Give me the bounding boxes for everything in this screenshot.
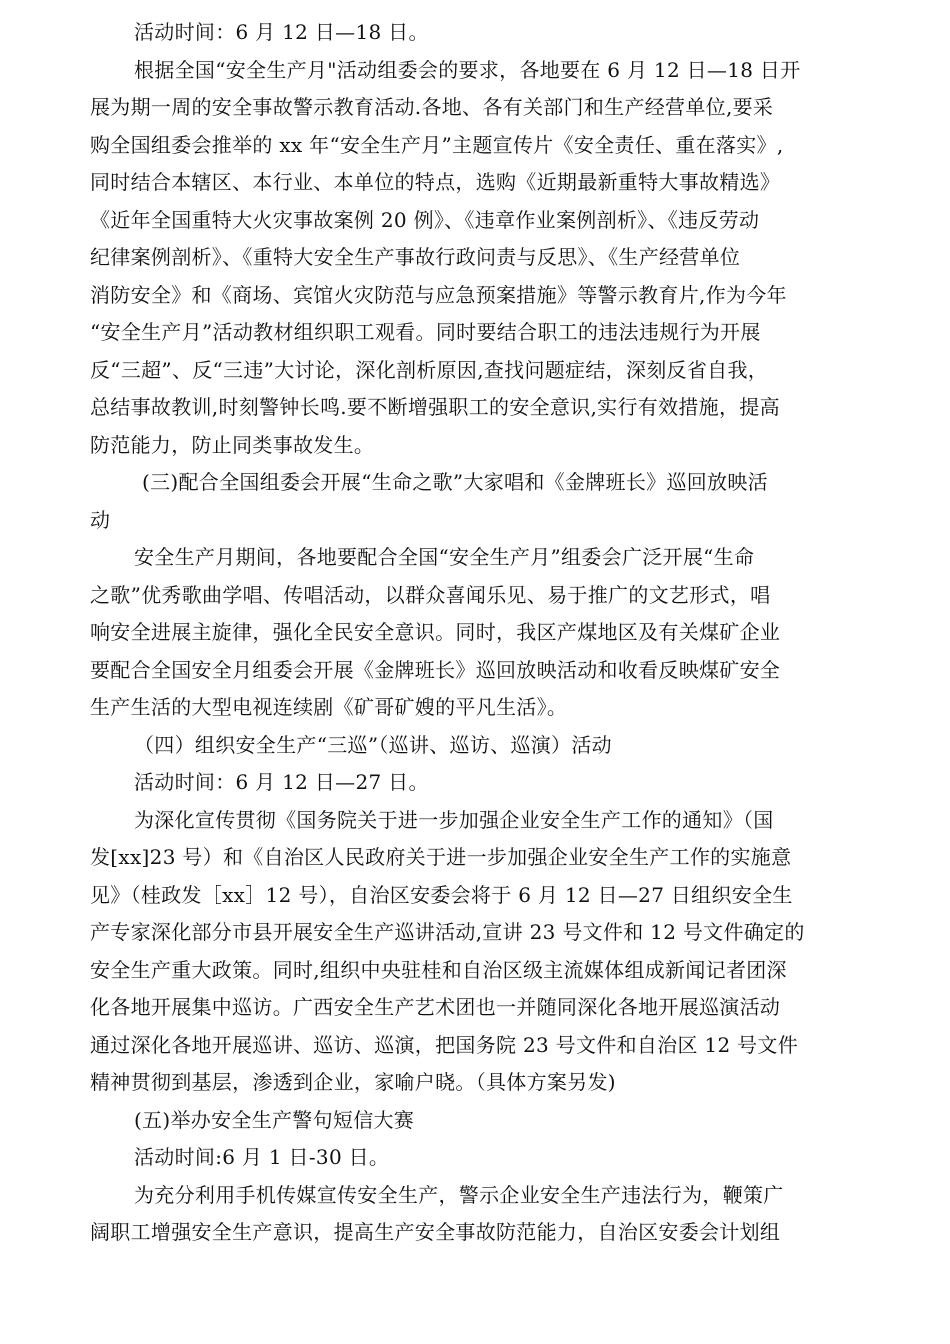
paragraph-time-2 bbox=[90, 764, 870, 802]
text-line: 安全生产月期间，各地要配合全国“安全生产月”组委会广泛开展“生命 bbox=[134, 545, 755, 569]
text-line: 活动时间：6 月 12 日—18 日。 bbox=[134, 20, 429, 44]
text-line: 反“三超”、反“三违”大讨论，深化剖析原因,查找问题症结，深刻反省自我， bbox=[90, 357, 769, 382]
paragraph-heading-3 bbox=[90, 464, 870, 539]
text-line: “安全生产月”活动教材组织职工观看。同时要结合职工的违法违规行为开展 bbox=[90, 320, 761, 344]
text-line: 总结事故教训,时刻警钟长鸣.要不断增强职工的安全意识,实行有效措施，提高 bbox=[90, 395, 780, 419]
text-line: 阔职工增强安全生产意识，提高生产安全事故防范能力，自治区安委会计划组 bbox=[90, 1220, 781, 1244]
text-line: 展为期一周的安全事故警示教育活动.各地、各有关部门和生产经营单位,要采 bbox=[90, 95, 774, 119]
paragraph-time-1 bbox=[90, 14, 870, 52]
text-line: 通过深化各地开展巡讲、巡访、巡演，把国务院 23 号文件和自治区 12 号文件 bbox=[90, 1032, 799, 1057]
text-line: 发[xx]23 号）和《自治区人民政府关于进一步加强企业安全生产工作的实施意 bbox=[90, 845, 792, 869]
paragraph-para-warning-education bbox=[90, 52, 870, 465]
text-line: 防范能力，防止同类事故发生。 bbox=[90, 432, 375, 457]
document-body bbox=[90, 14, 870, 1252]
text-line: 安全生产重大政策。同时,组织中央驻桂和自治区级主流媒体组成新闻记者团深 bbox=[90, 957, 787, 982]
text-line: 动 bbox=[90, 507, 111, 532]
text-line: 精神贯彻到基层，渗透到企业，家喻户晓。（具体方案另发) bbox=[90, 1070, 616, 1094]
text-line: 产专家深化部分市县开展安全生产巡讲活动,宣讲 23 号文件和 12 号文件确定的 bbox=[90, 920, 805, 944]
paragraph-heading-4 bbox=[90, 727, 870, 765]
text-line: (五)举办安全生产警句短信大赛 bbox=[134, 1107, 415, 1132]
paragraph-time-3 bbox=[90, 1139, 870, 1177]
paragraph-para-song bbox=[90, 539, 870, 727]
text-line: 活动时间:6 月 1 日-30 日。 bbox=[134, 1145, 390, 1169]
text-line: 同时结合本辖区、本行业、本单位的特点，选购《近期最新重特大事故精选》 bbox=[90, 170, 781, 194]
text-line: 活动时间：6 月 12 日—27 日。 bbox=[134, 770, 429, 794]
text-line: 纪律案例剖析》、《重特大安全生产事故行政问责与反思》、《生产经营单位 bbox=[90, 245, 741, 269]
text-line: 见》（桂政发［xx］12 号），自治区安委会将于 6 月 12 日—27 日组织安全生 bbox=[90, 882, 793, 907]
text-line: 为充分利用手机传媒宣传安全生产，警示企业安全生产违法行为，鞭策广 bbox=[134, 1182, 784, 1207]
text-line: 生产生活的大型电视连续剧《矿哥矿嫂的平凡生活》。 bbox=[90, 695, 568, 719]
text-line: 要配合全国安全月组委会开展《金牌班长》巡回放映活动和收看反映煤矿安全 bbox=[90, 657, 781, 682]
text-line: 《近年全国重特大火灾事故案例 20 例》、《违章作业案例剖析》、《违反劳动 bbox=[90, 207, 760, 232]
paragraph-heading-5 bbox=[90, 1102, 870, 1140]
text-line: 为深化宣传贯彻《国务院关于进一步加强企业安全生产工作的通知》（国 bbox=[134, 807, 774, 832]
text-line: 购全国组委会推举的 xx 年“安全生产月”主题宣传片《安全责任、重在落实》, bbox=[90, 132, 784, 157]
text-line: 消防安全》和《商场、宾馆火灾防范与应急预案措施》等警示教育片,作为今年 bbox=[90, 282, 787, 307]
paragraph-para-sms bbox=[90, 1177, 870, 1252]
text-line: (三)配合全国组委会开展“生命之歌”大家唱和《金牌班长》巡回放映活 bbox=[142, 470, 768, 494]
text-line: 之歌”优秀歌曲学唱、传唱活动，以群众喜闻乐见、易于推广的文艺形式，唱 bbox=[90, 582, 771, 607]
text-line: 根据全国“安全生产月"活动组委会的要求，各地要在 6 月 12 日—18 日开 bbox=[134, 57, 801, 82]
paragraph-para-tour bbox=[90, 802, 870, 1102]
text-line: （四）组织安全生产“三巡”（巡讲、巡访、巡演）活动 bbox=[134, 732, 612, 757]
text-line: 响安全进展主旋律，强化全民安全意识。同时，我区产煤地区及有关煤矿企业 bbox=[90, 620, 781, 644]
text-line: 化各地开展集中巡访。广西安全生产艺术团也一并随同深化各地开展巡演活动 bbox=[90, 995, 781, 1019]
